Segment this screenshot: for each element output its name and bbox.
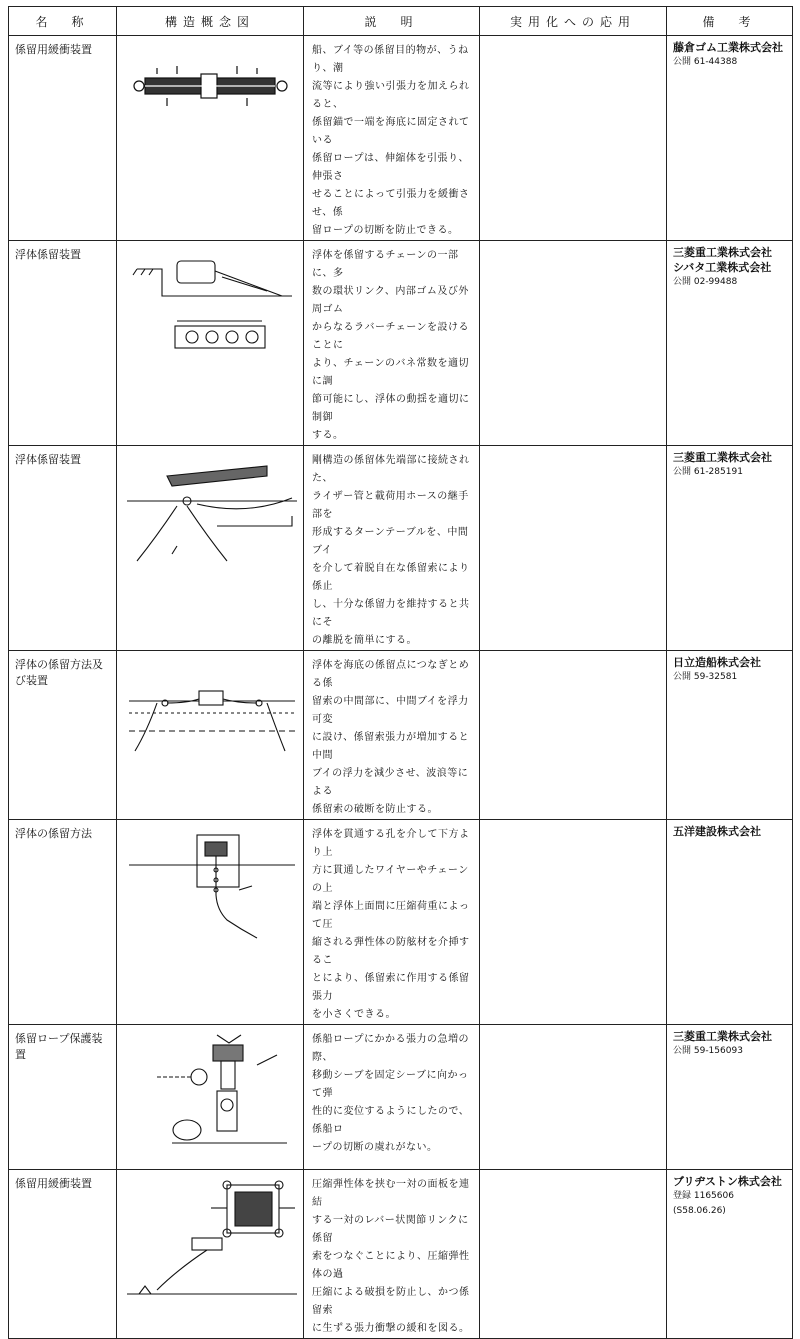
company-name: 五洋建設株式会社 <box>673 825 761 838</box>
application-cell <box>480 446 667 651</box>
company-name: 日立造船株式会社 <box>673 656 761 669</box>
desc-line: 剛構造の係留体先端部に接続された、 <box>312 455 470 484</box>
desc-line: とにより、係留索に作用する係留張力 <box>312 973 470 1002</box>
table-row <box>9 651 793 820</box>
application-cell <box>480 820 667 1025</box>
row-name: 浮体の係留方法及び装置 <box>9 651 117 820</box>
row-description <box>304 651 480 820</box>
desc-line: 係船ロープにかかる張力の急増の際、 <box>312 1034 469 1063</box>
header-name: 名 称 <box>9 7 117 36</box>
diagram-cell <box>117 446 304 651</box>
desc-line: ライザー管と載荷用ホースの継手部を <box>312 491 469 520</box>
row-description <box>304 1170 480 1339</box>
publication-number: 公開 61-44388 <box>673 57 738 67</box>
table-row <box>9 446 793 651</box>
through-hole-float-diagram <box>117 820 304 958</box>
remarks-cell <box>667 241 793 446</box>
table-row <box>9 1025 793 1170</box>
diagram-cell <box>117 241 304 446</box>
desc-line: 浮体を海底の係留点につなぎとめる係 <box>312 660 470 689</box>
desc-line: 圧縮弾性体を挟む一対の面板を連結 <box>312 1179 470 1208</box>
remarks-cell <box>667 36 793 241</box>
co-applicant: シバタ工業株式会社 <box>673 261 772 274</box>
desc-line: 縮される弾性体の防舷材を介挿するこ <box>312 937 470 966</box>
buffer-device-diagram <box>117 36 304 174</box>
diagram-cell <box>117 651 304 820</box>
row-name: 浮体係留装置 <box>9 446 117 651</box>
header-remarks: 備 考 <box>667 7 793 36</box>
desc-line: を介して着脱自在な係留索により係止 <box>312 563 470 592</box>
desc-line: の離脱を簡単にする。 <box>312 635 417 646</box>
remarks-cell <box>667 651 793 820</box>
remarks-cell <box>667 446 793 651</box>
desc-line: 係留ロープは、伸縮体を引張り、伸張さ <box>312 153 469 182</box>
publication-number: 公開 61-285191 <box>673 467 743 477</box>
desc-line: に生ずる張力衝撃の緩和を図る。 <box>312 1323 470 1334</box>
row-name: 浮体の係留方法 <box>9 820 117 1025</box>
desc-line: ープの切断の虞れがない。 <box>312 1142 438 1153</box>
company-name: 三菱重工業株式会社 <box>673 1030 772 1043</box>
registration-date: (S58.06.26) <box>673 1206 726 1216</box>
company-name: 藤倉ゴム工業株式会社 <box>673 41 783 54</box>
sheave-protection-diagram <box>117 1025 304 1163</box>
desc-line: 性的に変位するようにしたので、係船ロ <box>312 1106 470 1135</box>
desc-line: 留ロープの切断を防止できる。 <box>312 225 459 236</box>
desc-line: を小さくできる。 <box>312 1009 396 1020</box>
table-row <box>9 820 793 1025</box>
header-row <box>9 7 793 36</box>
row-name: 浮体係留装置 <box>9 241 117 446</box>
application-cell <box>480 1025 667 1170</box>
desc-line: せることによって引張力を緩衝させ、係 <box>312 189 470 218</box>
desc-line: ブイの浮力を減少させ、波浪等による <box>312 768 469 797</box>
desc-line: 浮体を係留するチェーンの一部に、多 <box>312 250 459 279</box>
desc-line: する。 <box>312 430 344 441</box>
row-description <box>304 36 480 241</box>
diagram-cell <box>117 820 304 1025</box>
desc-line: 方に貫通したワイヤーやチェーンの上 <box>312 865 469 894</box>
publication-number: 公開 59-32581 <box>673 672 738 682</box>
company-name: 三菱重工業株式会社 <box>673 451 772 464</box>
desc-line: する一対のレバー状関節リンクに係留 <box>312 1215 469 1244</box>
desc-line: 端と浮体上面間に圧縮荷重によって圧 <box>312 901 470 930</box>
desc-line: 流等により強い引張力を加えられると、 <box>312 81 470 110</box>
desc-line: し、十分な係留力を維持すると共にそ <box>312 599 470 628</box>
row-name: 係留用緩衝装置 <box>9 1170 117 1339</box>
desc-line: からなるラバーチェーンを設けることに <box>312 322 469 351</box>
row-description <box>304 1025 480 1170</box>
desc-line: に設け、係留索張力が増加すると中間 <box>312 732 470 761</box>
table-row <box>9 241 793 446</box>
application-cell <box>480 651 667 820</box>
desc-line: より、チェーンのバネ常数を適切に調 <box>312 358 469 387</box>
desc-line: 節可能にし、浮体の動揺を適切に制御 <box>312 394 470 423</box>
riser-turntable-diagram <box>117 446 304 584</box>
diagram-cell <box>117 1170 304 1339</box>
application-cell <box>480 1170 667 1339</box>
diagram-cell <box>117 1025 304 1170</box>
publication-number: 公開 02-99488 <box>673 277 738 287</box>
row-description <box>304 241 480 446</box>
header-application: 実用化への応用 <box>480 7 667 36</box>
desc-line: 留索の中間部に、中間ブイを浮力可変 <box>312 696 469 725</box>
row-description <box>304 820 480 1025</box>
desc-line: 係留索の破断を防止する。 <box>312 804 438 815</box>
registration-number: 登録 1165606 <box>673 1191 734 1201</box>
desc-line: 船、ブイ等の係留目的物が、うねり、潮 <box>312 45 469 74</box>
row-description <box>304 446 480 651</box>
desc-line: 圧縮による破損を防止し、かつ係留索 <box>312 1287 470 1316</box>
application-cell <box>480 36 667 241</box>
desc-line: 索をつなぐことにより、圧縮弾性体の過 <box>312 1251 470 1280</box>
desc-line: 係留錨で一端を海底に固定されている <box>312 117 470 146</box>
remarks-cell <box>667 1025 793 1170</box>
row-name: 係留用緩衝装置 <box>9 36 117 241</box>
remarks-cell <box>667 820 793 1025</box>
elastic-link-diagram <box>117 1170 304 1308</box>
desc-line: 移動シーブを固定シーブに向かって弾 <box>312 1070 469 1099</box>
table-row <box>9 36 793 241</box>
application-cell <box>480 241 667 446</box>
remarks-cell <box>667 1170 793 1339</box>
desc-line: 形成するターンテーブルを、中間ブイ <box>312 527 469 556</box>
desc-line: 浮体を貫通する孔を介して下方より上 <box>312 829 470 858</box>
company-name: ブリヂストン株式会社 <box>673 1175 782 1188</box>
row-name: 係留ロープ保護装置 <box>9 1025 117 1170</box>
header-description: 説 明 <box>304 7 480 36</box>
diagram-cell <box>117 36 304 241</box>
desc-line: 数の環状リンク、内部ゴム及び外周ゴム <box>312 286 469 315</box>
header-diagram: 構造概念図 <box>117 7 304 36</box>
publication-number: 公開 59-156093 <box>673 1046 743 1056</box>
floating-body-chain-diagram <box>117 241 304 379</box>
table-row <box>9 1170 793 1339</box>
mooring-device-table <box>8 6 793 1339</box>
company-name: 三菱重工業株式会社 <box>673 246 772 259</box>
intermediate-buoy-diagram <box>117 651 304 789</box>
